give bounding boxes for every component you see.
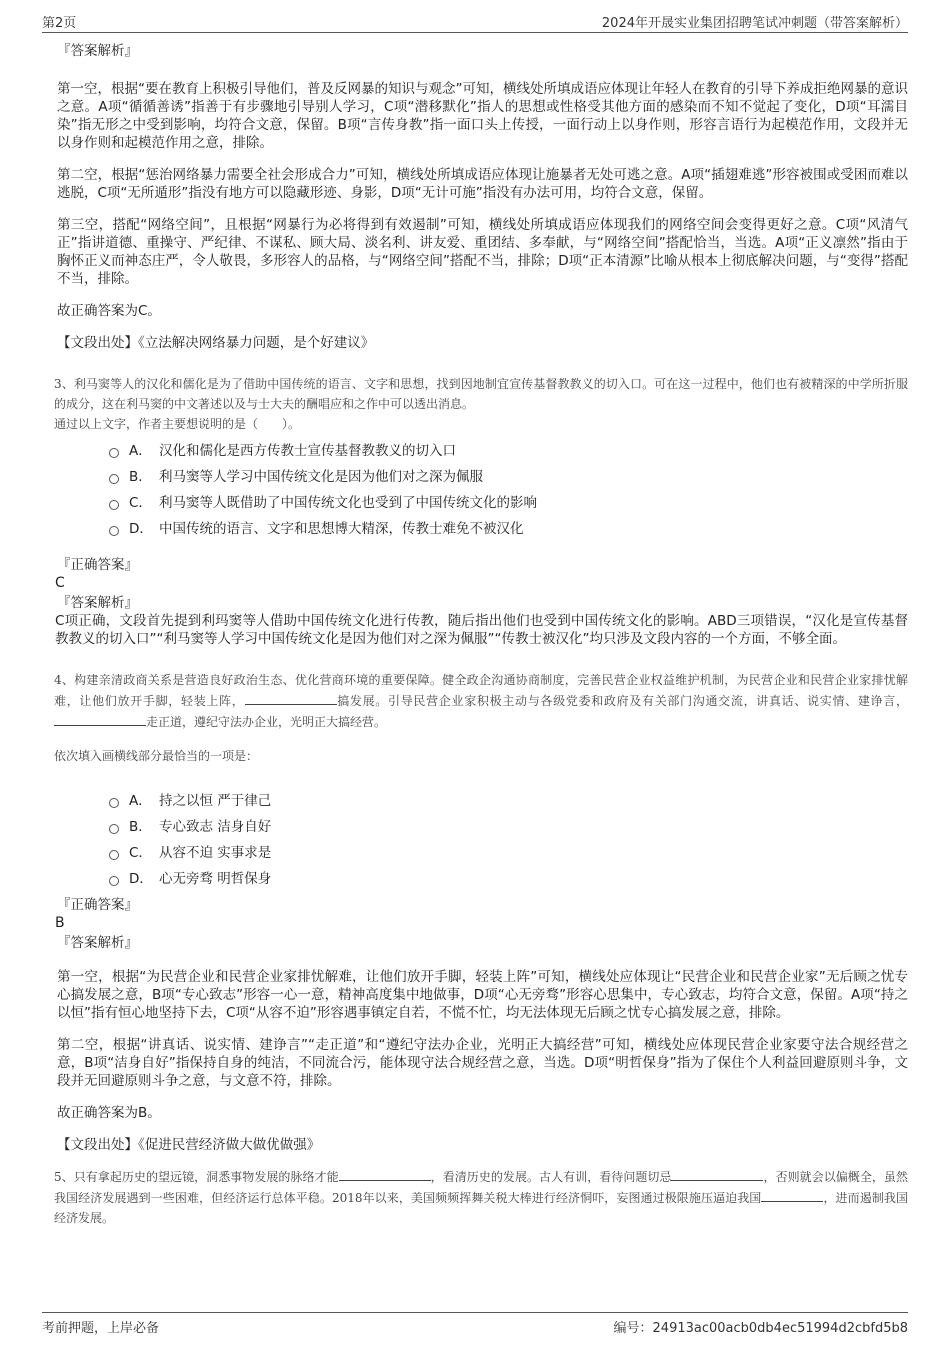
question-3 — [42, 374, 908, 542]
q3-answer — [42, 556, 908, 648]
analysis-paragraph: 第二空，根据“讲真话、说实情、建诤言”“走正道”和“遵纪守法办企业，光明正大搞经营”可知，横线处应体现民营企业家要守法合规经营之意，B项“洁身自好”指保持自身的纯洁，不同流合污，能体现守法合规经营之意，当选。D项“明哲保身”指为了保住个人利益回避原则斗争，文段并无回避原则斗争之意，与文意不符，排除。 — [57, 1037, 908, 1089]
option-c[interactable]: C． 利马窦等人既借助了中国传统文化也受到了中国传统文化的影响 — [109, 490, 908, 516]
analysis-label: 『答案解析』 — [57, 595, 138, 611]
radio-icon[interactable] — [109, 824, 119, 834]
page-content — [42, 42, 908, 1228]
page-footer — [42, 1312, 908, 1337]
analysis-paragraph: 第一空，根据“要在教育上积极引导他们，普及反网暴的知识与观念”可知，横线处所填成语应体现让年轻人在教育的引导下养成拒绝网暴的意识之意。A项“循循善诱”指善于有步骤地引导别人学习，C项“潜移默化”指人的思想或性格受其他方面的感染而不知不觉起了变化，D项“耳濡目染”指无形之中受到影响，均符合文意，保留。B项“言传身教”指一面口头上传授，一面行动上以身作则，形容言语行为起模范作用，文段并无以身作则和起模范作用之意，排除。 — [57, 81, 908, 151]
footer-slogan: 考前押题，上岸必备 — [42, 1321, 160, 1336]
option-b[interactable]: B． 利马窦等人学习中国传统文化是因为他们对之深为佩服 — [109, 464, 908, 490]
fill-blank — [761, 1187, 823, 1202]
option-a[interactable]: A． 汉化和儒化是西方传教士宣传基督教教义的切入口 — [109, 438, 908, 464]
option-d[interactable]: D． 中国传统的语言、文字和思想博大精深，传教士难免不被汉化 — [109, 516, 908, 542]
analysis-paragraph: 第三空，搭配“网络空间”，且根据“网暴行为必将得到有效遏制”可知，横线处所填成语应体现我们的网络空间会变得更好之意。C项“风清气正”指讲道德、重操守、严纪律、不谋私、顾大局、淡名利、讲友爱、重团结、多奉献，与“网络空间”搭配恰当，当选。A项“正义凛然”指由于胸怀正义而神态庄严，令人敬畏，多形容人的品格，与“网络空间”搭配不当，排除；D项“正本清源”比喻从根本上彻底解决问题，与“变得”搭配不当，排除。 — [57, 217, 908, 287]
option-a[interactable]: A． 持之以恒 严于律己 — [109, 788, 908, 814]
analysis-paragraph: 第二空，根据“惩治网络暴力需要全社会形成合力”可知，横线处所填成语应体现让施暴者无处可逃之意。A项“插翅难逃”形容被围或受困而难以逃脱，C项“无所遁形”指没有地方可以隐藏形迹、身影，D项“无计可施”指没有办法可用，均符合文意，保留。 — [57, 167, 908, 201]
correct-answer: B — [55, 915, 65, 931]
q4-answer — [42, 896, 908, 1154]
question-ask: 依次填入画横线部分最恰当的一项是： — [54, 749, 259, 763]
question-4 — [42, 670, 908, 892]
answer-label: 『正确答案』 — [57, 557, 138, 573]
option-d[interactable]: D． 心无旁骛 明哲保身 — [109, 866, 908, 892]
page-header — [42, 10, 908, 33]
question-stem: 5、只有拿起历史的望远镜，洞悉事物发展的脉络才能 ，看清历史的发展。古人有训，看待问题切忌 ，否则就会以偏概全，虽然我国经济发展遇到一些困难，但经济运行总体平稳。2018年以来，美国频频挥舞关税大棒进行经济恫吓，妄图通过极限施压逼迫我国 ，进而遏制我国经济发展。 — [54, 1166, 908, 1228]
analysis-conclusion: 故正确答案为C。 — [57, 303, 161, 319]
question-stem: 4、构建亲清政商关系是营造良好政治生态、优化营商环境的重要保障。健全政企沟通协商制度，完善民营企业权益维护机制，为民营企业和民营企业家排忧解难，让他们放开手脚，轻装上阵， 搞发展。引导民营企业家积极主动与各级党委和政府及有关部门沟通交流，讲真话、说实情、建诤言，走正道，遵纪守法办企业，光明正大搞经营。 — [54, 673, 908, 729]
radio-icon[interactable] — [109, 500, 119, 510]
option-list — [109, 438, 908, 542]
radio-icon[interactable] — [109, 850, 119, 860]
radio-icon[interactable] — [109, 526, 119, 536]
option-list — [109, 788, 908, 892]
radio-icon[interactable] — [109, 798, 119, 808]
analysis-label: 『答案解析』 — [57, 43, 138, 59]
q2-analysis — [42, 42, 908, 352]
question-stem: 3、利马窦等人的汉化和儒化是为了借助中国传统的语言、文字和思想，找到因地制宜宣传基督教教义的切入口。可在这一过程中，他们也有被精深的中学所折服的成分，这在利马窦的中文著述以及与士大夫的酬唱应和之作中可以透出消息。 — [54, 377, 908, 411]
document-title: 2024年开晟实业集团招聘笔试冲刺题（带答案解析） — [601, 16, 908, 31]
fill-blank — [245, 690, 337, 705]
analysis-paragraph: C项正确，文段首先提到利玛窦等人借助中国传统文化进行传教，随后指出他们也受到中国传统文化的影响。ABD三项错误，“汉化是宣传基督教教义的切入口”“利马窦等人学习中国传统文化是因为他们对之深为佩服”“传教士被汉化”均只涉及文段内容的一个方面，不够全面。 — [55, 613, 908, 647]
question-ask: 通过以上文字，作者主要想说明的是（ ）。 — [54, 417, 301, 431]
source-citation: 【文段出处】《立法解决网络暴力问题，是个好建议》 — [57, 335, 375, 351]
fill-blank — [671, 1166, 763, 1181]
radio-icon[interactable] — [109, 448, 119, 458]
radio-icon[interactable] — [109, 474, 119, 484]
document-code: 编号：24913ac00acb0db4ec51994d2cbfd5b8 — [613, 1321, 908, 1336]
option-c[interactable]: C． 从容不迫 实事求是 — [109, 840, 908, 866]
analysis-paragraph: 第一空，根据“为民营企业和民营企业家排忧解难，让他们放开手脚，轻装上阵”可知，横线处应体现让“民营企业和民营企业家”无后顾之忧专心搞发展之意，B项“专心致志”形容一心一意，精神高度集中地做事，D项“心无旁骛”形容心思集中，专心致志，均符合文意，保留。A项“持之以恒”指有恒心地坚持下去，C项“从容不迫”形容遇事镇定自若，不慌不忙，均无法体现无后顾之忧专心搞发展之意，排除。 — [57, 969, 908, 1021]
analysis-conclusion: 故正确答案为B。 — [57, 1105, 161, 1121]
question-5 — [42, 1166, 908, 1228]
correct-answer: C — [55, 575, 65, 591]
analysis-label: 『答案解析』 — [57, 935, 138, 951]
answer-label: 『正确答案』 — [57, 897, 138, 913]
option-b[interactable]: B． 专心致志 洁身自好 — [109, 814, 908, 840]
radio-icon[interactable] — [109, 876, 119, 886]
source-citation: 【文段出处】《促进民营经济做大做优做强》 — [57, 1137, 321, 1153]
page-number: 第2页 — [42, 16, 77, 31]
fill-blank — [54, 711, 146, 726]
fill-blank — [339, 1166, 431, 1181]
